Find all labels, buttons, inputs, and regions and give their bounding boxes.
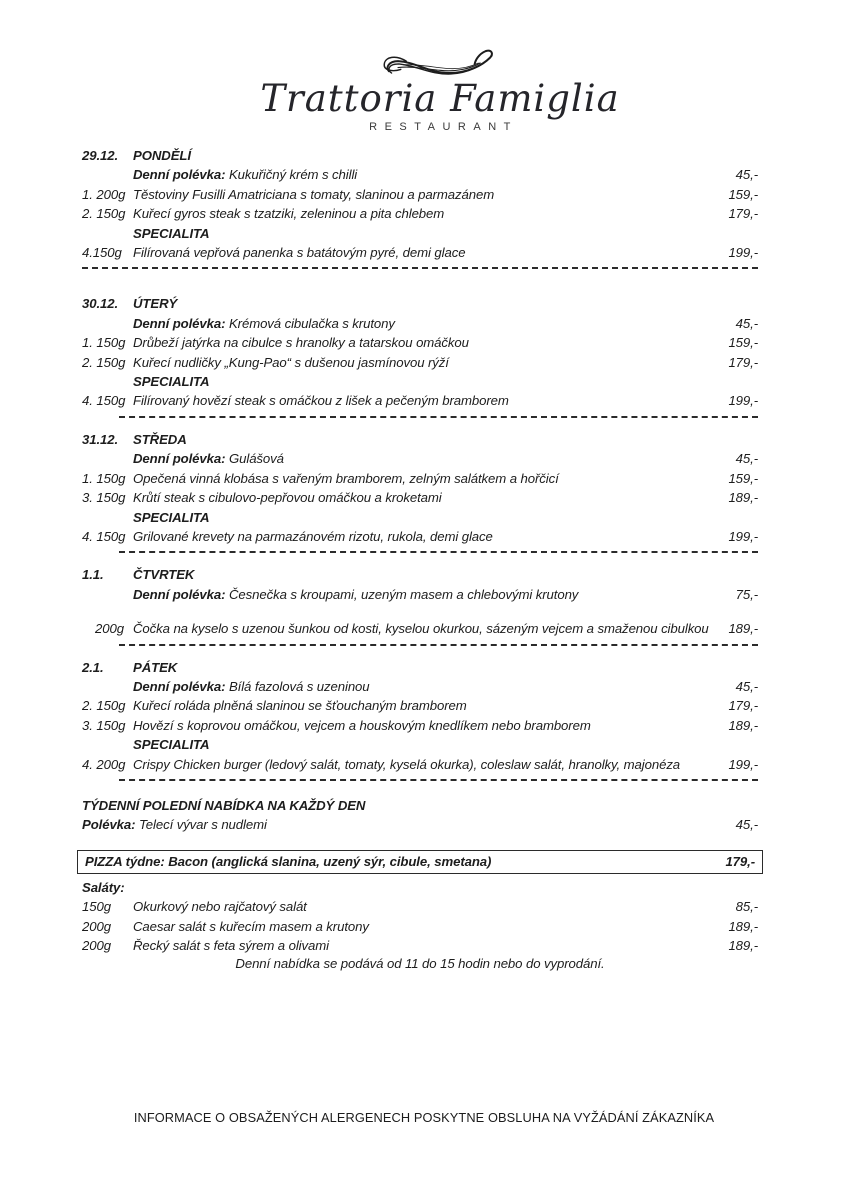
salad-weight: 150g <box>82 899 111 915</box>
dish-number: 2. 150g <box>82 698 126 714</box>
day-header-row <box>82 658 758 677</box>
dish-price: 199,- <box>722 243 758 262</box>
day-date: 2.1. <box>82 659 104 675</box>
restaurant-subtitle: RESTAURANT <box>369 121 518 133</box>
dish-price: 159,- <box>722 333 758 352</box>
dish-price: 189,- <box>722 716 758 735</box>
day-section <box>82 294 758 417</box>
salad-price: 189,- <box>722 917 758 936</box>
specialita-row <box>82 508 758 527</box>
blank-line <box>82 604 758 619</box>
weekly-soup-label: Polévka: <box>82 817 136 833</box>
row-number <box>82 224 133 243</box>
soup-label: Denní polévka: <box>133 315 229 331</box>
day-section <box>82 565 758 645</box>
dish-number: 1. 150g <box>82 470 126 486</box>
pizza-of-week-box <box>77 850 763 874</box>
weekly-offer-section <box>82 796 758 971</box>
daily-menu <box>82 146 758 971</box>
day-sections <box>82 146 758 781</box>
day-section <box>82 430 758 553</box>
dish-number: 4.150g <box>82 245 122 261</box>
salad-price: 189,- <box>722 936 758 955</box>
section-separator <box>82 267 758 269</box>
salad-weight: 200g <box>82 938 111 953</box>
soup-row <box>82 314 758 333</box>
dish-text: Drůbeží jatýrka na cibulce s hranolky a tatarskou omáčkou <box>133 335 469 351</box>
section-separator <box>119 779 758 781</box>
dish-text: Grilované krevety na parmazánovém rizotu, rukola, demi glace <box>133 528 493 544</box>
dish-row <box>82 391 758 410</box>
salad-row <box>82 936 758 955</box>
dish-text: Kuřecí roláda plněná slaninou se šťouchaným bramborem <box>133 698 467 714</box>
pizza-text: PIZZA týdne: Bacon (anglická slanina, uzený sýr, cibule, smetana) <box>85 853 492 869</box>
row-number <box>82 677 133 696</box>
soup-name: Gulášová <box>228 451 284 467</box>
day-name: ČTVRTEK <box>133 567 195 583</box>
dish-price: 189,- <box>722 488 758 507</box>
soup-row <box>82 449 758 468</box>
dish-price: 189,- <box>722 619 758 638</box>
dish-row <box>82 488 758 507</box>
dish-row <box>82 243 758 262</box>
dish-row <box>82 527 758 546</box>
salad-text: Okurkový nebo rajčatový salát <box>133 899 307 915</box>
dish-price: 159,- <box>722 185 758 204</box>
dish-price: 179,- <box>722 353 758 372</box>
dish-price: 199,- <box>722 527 758 546</box>
dish-price: 199,- <box>722 391 758 410</box>
salad-weight: 200g <box>82 918 111 934</box>
day-name: PÁTEK <box>133 659 178 675</box>
soup-text <box>133 165 758 184</box>
specialita-label: SPECIALITA <box>133 374 210 390</box>
day-header-row <box>82 294 758 313</box>
day-date: 29.12. <box>82 148 119 163</box>
restaurant-logo <box>16 0 848 146</box>
soup-name: Bílá fazolová s uzeninou <box>228 678 370 694</box>
soup-label: Denní polévka: <box>133 451 229 467</box>
soup-row <box>82 585 758 604</box>
dish-row <box>82 755 758 774</box>
soup-row <box>82 165 758 184</box>
salad-text: Caesar salát s kuřecím masem a krutony <box>133 918 369 934</box>
dish-text: Čočka na kyselo s uzenou šunkou od kosti, kyselou okurkou, sázeným vejcem a smaženou cibulkou <box>133 621 709 637</box>
row-number <box>82 585 133 604</box>
dish-text: Krůtí steak s cibulovo-pepřovou omáčkou a kroketami <box>133 490 442 506</box>
dish-text: Filírovaný hovězí steak s omáčkou z lišek a pečeným bramborem <box>133 393 509 409</box>
dish-number: 200g <box>95 621 124 637</box>
specialita-label: SPECIALITA <box>133 509 210 525</box>
soup-label: Denní polévka: <box>133 167 229 183</box>
row-number <box>82 372 133 391</box>
dish-price: 179,- <box>722 204 758 223</box>
day-header-row <box>82 146 758 165</box>
day-name: PONDĚLÍ <box>133 148 191 163</box>
specialita-label: SPECIALITA <box>133 737 210 753</box>
soup-text <box>133 314 758 333</box>
soup-label: Denní polévka: <box>133 586 229 602</box>
pizza-price: 179,- <box>725 853 755 869</box>
day-section <box>82 146 758 269</box>
day-name: STŘEDA <box>133 431 187 447</box>
soup-text <box>133 677 758 696</box>
dish-price: 179,- <box>722 696 758 715</box>
section-separator <box>119 416 758 418</box>
day-name: ÚTERÝ <box>133 296 178 312</box>
row-number <box>82 314 133 333</box>
dish-text: Těstoviny Fusilli Amatriciana s tomaty, slaninou a parmazánem <box>133 186 495 202</box>
day-date: 1.1. <box>82 567 104 583</box>
day-section <box>82 658 758 781</box>
serving-hours-notice: Denní nabídka se podává od 11 do 15 hodin nebo do vyprodání. <box>235 956 605 972</box>
dish-number: 3. 150g <box>82 717 126 733</box>
row-number <box>82 165 133 184</box>
dish-text: Opečená vinná klobása s vařeným bramborem, zelným salátkem a hořčicí <box>133 470 559 486</box>
salad-row <box>82 917 758 936</box>
dish-price: 199,- <box>722 755 758 774</box>
specialita-row <box>82 735 758 754</box>
dish-number: 3. 150g <box>82 490 126 506</box>
dish-row <box>82 333 758 352</box>
specialita-label: SPECIALITA <box>133 225 210 241</box>
salads-label: Saláty: <box>82 879 125 895</box>
soup-label: Denní polévka: <box>133 678 229 694</box>
soup-price: 45,- <box>730 677 758 696</box>
day-header-row <box>82 430 758 449</box>
soup-price: 45,- <box>730 165 758 184</box>
day-header-row <box>82 565 758 584</box>
day-date: 30.12. <box>82 296 119 312</box>
soup-name: Česnečka s kroupami, uzeným masem a chlebovými krutony <box>228 586 579 602</box>
dish-number: 4. 150g <box>82 393 126 409</box>
soup-name: Kukuřičný krém s chilli <box>228 167 358 183</box>
soup-price: 45,- <box>730 449 758 468</box>
dish-row <box>82 185 758 204</box>
salad-price: 85,- <box>730 897 758 916</box>
weekly-heading: TÝDENNÍ POLEDNÍ NABÍDKA NA KAŽDÝ DEN <box>82 797 366 813</box>
dish-text: Kuřecí nudličky „Kung-Pao“ s dušenou jasmínovou rýží <box>133 354 449 370</box>
row-number <box>82 449 133 468</box>
dish-row <box>82 716 758 735</box>
salad-row <box>82 897 758 916</box>
dish-number: 1. 150g <box>82 335 126 351</box>
soup-price: 45,- <box>730 314 758 333</box>
weekly-soup-text <box>82 815 758 834</box>
dish-text: Kuřecí gyros steak s tzatziki, zeleninou a pita chlebem <box>133 206 445 222</box>
weekly-soup-price: 45,- <box>730 815 758 834</box>
dish-number: 4. 150g <box>82 528 126 544</box>
weekly-soup-row <box>82 815 758 834</box>
dish-text: Crispy Chicken burger (ledový salát, tomaty, kyselá okurka), coleslaw salát, hranolky, majonéza <box>133 756 681 772</box>
row-number <box>82 508 133 527</box>
allergen-footer: INFORMACE O OBSAŽENÝCH ALERGENECH POSKYTNE OBSLUHA NA VYŽÁDÁNÍ ZÁKAZNÍKA <box>133 1110 715 1125</box>
salad-list <box>82 897 758 955</box>
dish-number: 2. 150g <box>82 354 126 370</box>
specialita-row <box>82 372 758 391</box>
restaurant-name: Trattoria Famiglia <box>260 77 620 120</box>
section-separator <box>119 551 758 553</box>
section-separator <box>119 644 758 646</box>
weekly-soup-name: Telecí vývar s nudlemi <box>139 817 267 833</box>
soup-text <box>133 585 758 604</box>
soup-row <box>82 677 758 696</box>
soup-price: 75,- <box>730 585 758 604</box>
dish-number: 1. 200g <box>82 186 126 202</box>
dish-number: 2. 150g <box>82 206 126 222</box>
dish-text: Filírovaná vepřová panenka s batátovým pyré, demi glace <box>133 245 466 261</box>
dish-row <box>82 696 758 715</box>
soup-text <box>133 449 758 468</box>
dish-row <box>82 619 758 638</box>
dish-price: 159,- <box>722 469 758 488</box>
salad-text: Řecký salát s feta sýrem a olivami <box>133 938 329 953</box>
day-date: 31.12. <box>82 431 119 447</box>
dish-row <box>82 469 758 488</box>
dish-text: Hovězí s koprovou omáčkou, vejcem a houskovým knedlíkem nebo bramborem <box>133 717 591 733</box>
dish-row <box>82 204 758 223</box>
specialita-row <box>82 224 758 243</box>
row-number <box>82 735 133 754</box>
dish-row <box>82 353 758 372</box>
soup-name: Krémová cibulačka s krutony <box>228 315 395 331</box>
dish-number: 4. 200g <box>82 756 126 772</box>
salads-heading-row <box>82 878 758 897</box>
